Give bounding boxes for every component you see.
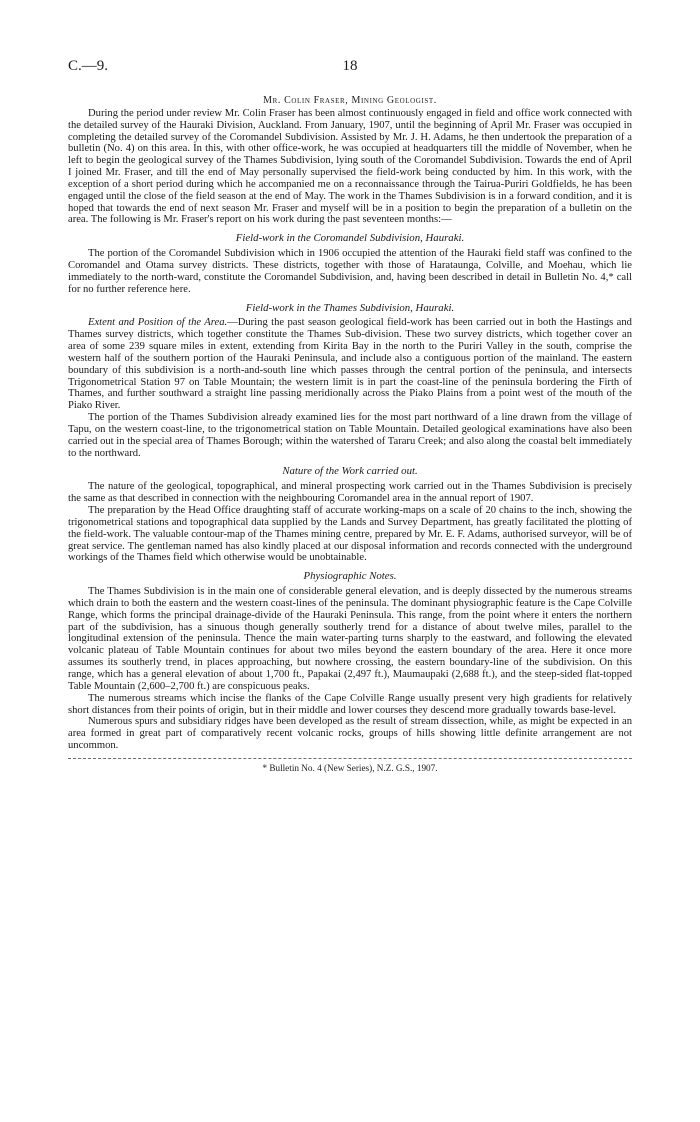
extent-lead-in: Extent and Position of the Area. [88,317,228,329]
page-body [68,95,632,775]
section-heading-thames: Field-work in the Thames Subdivision, Hauraki. [245,301,455,314]
physiographic-paragraph-2: The numerous streams which incise the flanks of the Cape Colville Range usually present very high gradients for relatively short distances from their points of origin, but in their middle and lower courses they descend more gradually towards base-level. [68,692,632,716]
byline: Mr. Colin Fraser, Mining Geologist. [263,95,437,106]
thames-portion-paragraph: The portion of the Thames Subdivision already examined lies for the most part northward of a line drawn from the village of Tapu, on the western coast-line, to the trigonometrical station on Table Mountain. Detailed geological examinations have also been carried out in the special area of Thames Borough; within the watershed of Tararu Creek; and also along the coastal belt immediately to the northward. [68,412,632,459]
thames-extent-paragraph [68,317,632,412]
physiographic-paragraph-3: Numerous spurs and subsidiary ridges have been developed as the result of stream dissection, while, as might be expected in an area formed in great part of comparatively recent volcanic rocks, groups of hills showing little definite arrangement are not uncommon. [68,716,632,752]
section-heading-nature: Nature of the Work carried out. [282,465,418,478]
extent-text: —During the past season geological field-work has been carried out in both the Hastings and Thames survey districts, which together constitute the Thames Sub-division. These two survey districts, which together cover an area of some 239 square miles in extent, extending from Kirita Bay in the north to the Puriri Valley in the south, comprise the western half of the southern portion of the Hauraki Peninsula, and include also a contiguous portion of the mainland. The eastern boundary of this subdivision is a north-and-south line which passes through the central portion of the peninsula, and intersects Trigonometrical Station 97 on Table Mountain; the western limit is in part the coast-line of the peninsula bordering the Firth of Thames, and further southward a straight line passing meridionally across the Piako Plains from a point west of the mouth of the Piako River. [68,317,632,412]
footnote: * Bulletin No. 4 (New Series), N.Z. G.S., 1907. [262,762,438,773]
intro-paragraph: During the period under review Mr. Colin Fraser has been almost continuously engaged in field and office work connected with the detailed survey of the Hauraki Division, Auckland. From January, 1907, until the beginning of April Mr. Fraser was occupied in completing the detailed survey of the Coromandel Subdivision. Assisted by Mr. J. H. Adams, he then undertook the preparation of a bulletin (No. 4) on this area. In this, with other office-work, he was occupied at headquarters till the middle of November, when he left to begin the geological survey of the Thames Subdivision, lying south of the Coromandel Subdivision. Towards the end of April I joined Mr. Fraser, and till the end of May personally supervised the field-work being conducted by him. In this work, with the exception of a short period during which he accompanied me on a reconnaissance through the Tairua-Puriri Goldfields, he has been engaged until the close of the field season at the end of May. The work in the Thames Subdivision is in a forward condition, and it is hoped that towards the end of next season Mr. Fraser and myself will be in a position to begin the preparation of a bulletin on the area. The following is Mr. Fraser's report on his work during the past seventeen months:— [68,107,632,226]
page-number: 18 [342,58,358,74]
footnote-divider [68,758,632,759]
nature-paragraph-2: The preparation by the Head Office draughting staff of accurate working-maps on a scale of 20 chains to the inch, showing the trigonometrical stations and topographical data supplied by the Lands and Survey Department, has greatly facilitated the plotting of the field-work. The valuable contour-map of the Thames mining centre, prepared by Mr. E. F. Adams, authorised surveyor, will be of great service. The gentleman named has also kindly placed at our disposal information and records connected with the underground workings of the Thames field which otherwise would be unobtainable. [68,505,632,564]
physiographic-paragraph-1: The Thames Subdivision is in the main one of considerable general elevation, and is deeply dissected by the numerous streams which drain to both the eastern and the western coast-lines of the peninsula. The dominant physiographic feature is the Cape Colville Range, which forms the principal drainage-divide of the Hauraki Peninsula. This range, from the point where it enters the northern part of the subdivision, has a sinuous though generally southerly trend for a distance of about twelve miles, parallel to the longitudinal extension of the peninsula. Thence the main water-parting turns sharply to the eastward, and following the elevated volcanic plateau of Table Mountain continues for about two miles beyond the eastern boundary of the area. Here it once more assumes its southerly trend, in places approaching, but nowhere crossing, the eastern boundary-line of the subdivision. On this range, which has a general elevation of about 1,700 ft., Papakai (2,497 ft.), Maumaupaki (2,688 ft.), and the steep-sided flat-topped Table Mountain (2,600–2,700 ft.) are conspicuous peaks. [68,586,632,692]
report-reference: C.—9. [68,58,109,74]
page-header [68,58,632,80]
nature-paragraph-1: The nature of the geological, topographical, and mineral prospecting work carried out in the Thames Subdivision is precisely the same as that described in connection with the neighbouring Coromandel area in the annual report of 1907. [68,481,632,505]
coromandel-paragraph: The portion of the Coromandel Subdivision which in 1906 occupied the attention of the Hauraki field staff was confined to the Coromandel and Otama survey districts. These districts, together with those of Harataunga, Colville, and Moehau, which lie immediately to the north-ward, constitute the Coromandel Subdivision, and, having been described in detail in Bulletin No. 4,* call for no further reference here. [68,248,632,295]
section-heading-physiographic: Physiographic Notes. [303,570,397,583]
section-heading-coromandel: Field-work in the Coromandel Subdivision, Hauraki. [235,232,465,245]
